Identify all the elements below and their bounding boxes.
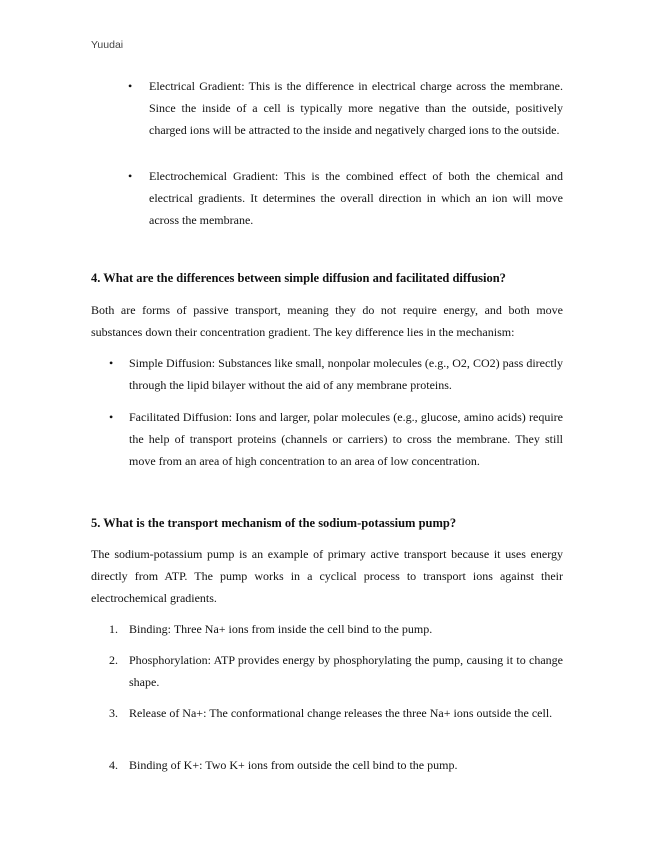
list-item-text: Ions and larger, polar molecules (e.g., glucose, amino acids) require the help of transport proteins (channels or carriers) to cross the membrane. They still move from an area of high concentration to an area of low concentration. xyxy=(129,410,564,468)
section-5-intro: The sodium-potassium pump is an example of primary active transport because it uses energy directly from ATP. The pump works in a cyclical process to transport ions against their electrochemical gradients. xyxy=(91,547,563,605)
step-number: 4. xyxy=(109,758,118,772)
bullet-icon: • xyxy=(128,79,133,93)
list-item-text: Substances like small, nonpolar molecules (e.g., O2, CO2) pass directly through the lipid bilayer without the aid of any membrane proteins. xyxy=(129,356,563,392)
step-text: ATP provides energy by phosphorylating the pump, causing it to change shape. xyxy=(129,653,564,689)
step-label: Release of Na+: xyxy=(129,706,207,720)
page-header-author: Yuudai xyxy=(91,39,124,51)
numbered-item-binding-of-k xyxy=(129,754,563,776)
section-4-intro: Both are forms of passive transport, meaning they do not require energy, and both move substances down their concentration gradient. The key difference lies in the mechanism: xyxy=(91,303,563,339)
list-item-label: Facilitated Diffusion: xyxy=(129,410,233,424)
step-label: Binding: xyxy=(129,622,172,636)
bullet-icon: • xyxy=(128,169,133,183)
step-label: Binding of K+: xyxy=(129,758,203,772)
step-number: 3. xyxy=(109,706,118,720)
list-item-label: Electrical Gradient: xyxy=(149,79,245,93)
bullet-icon: • xyxy=(109,410,114,424)
list-item-electrochemical-gradient xyxy=(149,165,563,231)
list-item-label: Simple Diffusion: xyxy=(129,356,216,370)
step-number: 1. xyxy=(109,622,118,636)
step-text: Two K+ ions from outside the cell bind to the pump. xyxy=(205,758,458,772)
section-4-heading: 4. What are the differences between simple diffusion and facilitated diffusion? xyxy=(91,271,506,285)
step-text: Three Na+ ions from inside the cell bind to the pump. xyxy=(173,622,433,636)
list-item-label: Electrochemical Gradient: xyxy=(149,169,279,183)
numbered-item-phosphorylation xyxy=(129,649,563,693)
step-number: 2. xyxy=(109,653,118,667)
bullet-icon: • xyxy=(109,356,114,370)
list-item-facilitated-diffusion xyxy=(129,406,563,472)
list-item-simple-diffusion xyxy=(129,352,563,396)
list-item-electrical-gradient xyxy=(149,75,563,141)
numbered-item-binding xyxy=(129,618,563,640)
list-item-text: This is the combined effect of both the chemical and electrical gradients. It determines the overall direction in which an ion will move across the membrane. xyxy=(149,169,563,227)
section-5-heading: 5. What is the transport mechanism of the sodium-potassium pump? xyxy=(91,516,457,530)
numbered-item-release-of-na xyxy=(129,702,563,724)
step-label: Phosphorylation: xyxy=(129,653,212,667)
step-text: The conformational change releases the three Na+ ions outside the cell. xyxy=(209,706,553,720)
list-item-text: This is the difference in electrical charge across the membrane. Since the inside of a cell is typically more negative than the outside, positively charged ions will be attracted to the inside and negatively charged ions to the outside. xyxy=(149,79,563,137)
